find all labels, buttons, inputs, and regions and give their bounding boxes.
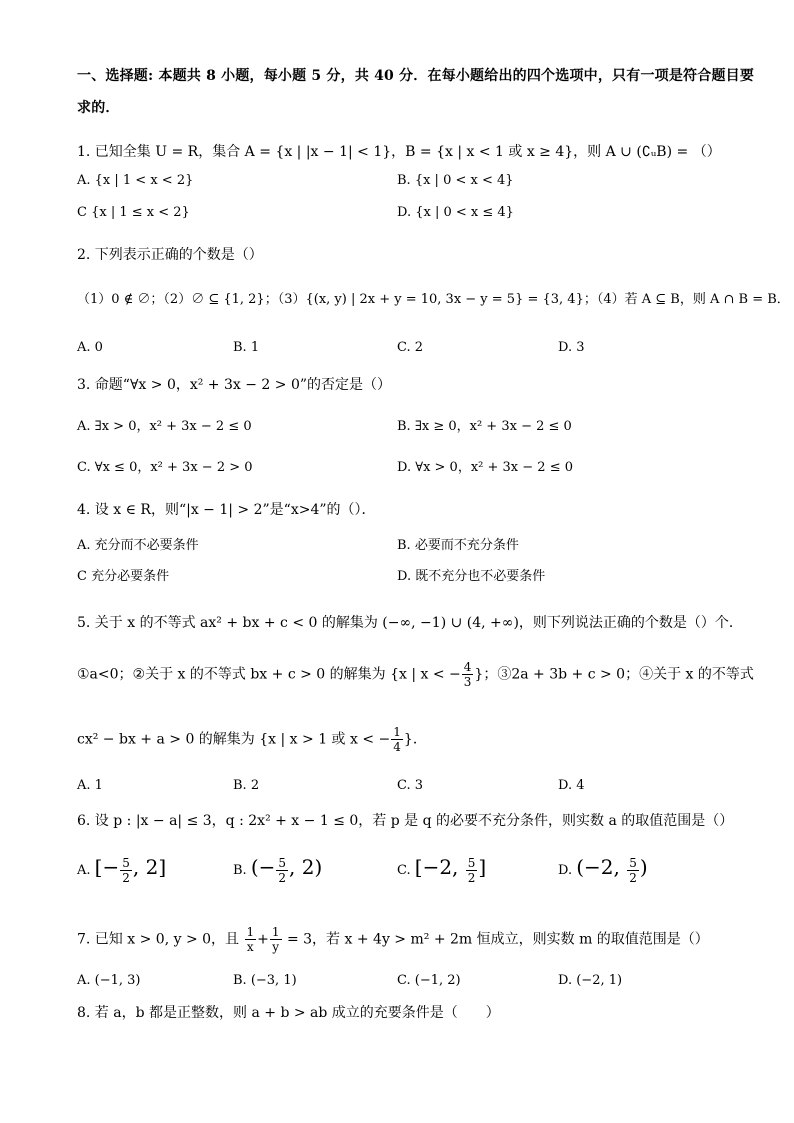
question-1-option-b: B. {x | 0 < x < 4} <box>397 173 514 188</box>
question-6-option-c <box>397 856 486 885</box>
question-5-line1-part-a: ①a<0；②关于 x 的不等式 bx + c > 0 的解集为 {x | x < − <box>77 666 461 683</box>
fraction-four-thirds <box>462 660 474 689</box>
interval-open: [−2, <box>414 855 465 879</box>
fraction-numerator: 5 <box>122 856 130 870</box>
question-4-stem: 4. 设 x ∈ R，则“|x − 1| > 2”是“x>4”的（）． <box>77 502 376 518</box>
fraction-five-halves <box>120 856 132 885</box>
fraction-denominator: 4 <box>393 740 401 754</box>
question-5-option-b: B. 2 <box>233 778 260 793</box>
question-5-line2-part-b: }． <box>403 731 427 748</box>
option-label: C. <box>397 863 411 878</box>
fraction-one-quarter <box>391 725 403 754</box>
fraction-denominator: 2 <box>629 871 637 885</box>
fraction-numerator: 1 <box>246 925 255 939</box>
interval-close: ) <box>639 855 648 879</box>
question-7-option-d: D. (−2, 1) <box>558 973 623 988</box>
fraction-numerator: 5 <box>467 856 476 870</box>
interval-close: , 2) <box>289 855 323 879</box>
question-5-statements-line2 <box>77 725 427 754</box>
question-7-option-c: C. (−1, 2) <box>397 973 461 988</box>
question-1-option-a: A. {x | 1 < x < 2} <box>77 173 194 188</box>
interval-open: (− <box>250 855 276 879</box>
question-3-option-b: B. ∃x ≥ 0，x² + 3x − 2 ≤ 0 <box>397 419 572 434</box>
question-8-stem: 8. 若 a，b 都是正整数，则 a + b > ab 成立的充要条件是（ ） <box>77 1005 500 1021</box>
option-label: A. <box>77 863 91 878</box>
fraction-numerator: 5 <box>629 856 637 870</box>
fraction-one-over-x <box>245 925 257 954</box>
question-4-option-d: D. 既不充分也不必要条件 <box>397 569 546 584</box>
plus-sign: + <box>257 931 269 948</box>
fraction-one-over-y <box>270 925 282 954</box>
interval-open: [− <box>94 855 120 879</box>
question-2-stem: 2. 下列表示正确的个数是（） <box>77 247 263 263</box>
fraction-denominator: 3 <box>463 675 472 689</box>
fraction-denominator: x <box>246 940 254 954</box>
question-7-option-a: A. (−1, 3) <box>77 973 141 988</box>
question-2-option-c: C. 2 <box>397 340 424 355</box>
question-5-option-d: D. 4 <box>558 778 585 793</box>
section-header-line2: 求的． <box>77 100 120 116</box>
question-7-stem <box>77 925 709 954</box>
question-5-stem: 5. 关于 x 的不等式 ax² + bx + c < 0 的解集为 (−∞, −1) ∪ (4, +∞)，则下列说法正确的个数是（）个． <box>77 615 743 631</box>
fraction-five-halves <box>466 856 478 885</box>
question-3-option-c: C. ∀x ≤ 0，x² + 3x − 2 > 0 <box>77 460 253 475</box>
question-4-option-c: C 充分必要条件 <box>77 569 170 584</box>
option-label: B. <box>233 863 247 878</box>
question-2-option-b: B. 1 <box>233 340 260 355</box>
question-6-option-a <box>77 856 166 885</box>
fraction-numerator: 1 <box>271 925 280 939</box>
section-header-line1: 一、选择题: 本题共 8 小题，每小题 5 分，共 40 分．在每小题给出的四个选项中，只有一项是符合题目要 <box>77 68 755 84</box>
question-2-option-d: D. 3 <box>558 340 585 355</box>
fraction-numerator: 5 <box>278 856 287 870</box>
question-7-stem-part-b: = 3，若 x + 4y > m² + 2m 恒成立，则实数 m 的取值范围是（） <box>286 931 709 948</box>
option-label: D. <box>558 863 573 878</box>
question-3-option-d: D. ∀x > 0，x² + 3x − 2 ≤ 0 <box>397 460 573 475</box>
question-1-stem: 1. 已知全集 U = R，集合 A = {x | |x − 1| < 1}，B = {x | x < 1 或 x ≥ 4}，则 A ∪ (∁ᵤB) = （） <box>77 144 721 160</box>
fraction-numerator: 4 <box>463 660 472 674</box>
fraction-denominator: y <box>272 940 280 954</box>
question-5-option-a: A. 1 <box>77 778 103 793</box>
interval-close: , 2] <box>132 855 167 879</box>
fraction-denominator: 2 <box>122 871 130 885</box>
question-2-option-a: A. 0 <box>77 340 103 355</box>
fraction-denominator: 2 <box>467 871 476 885</box>
fraction-denominator: 2 <box>278 871 287 885</box>
question-3-stem: 3. 命题“∀x > 0，x² + 3x − 2 > 0”的否定是（） <box>77 377 392 393</box>
question-2-statements: （1）0 ∉ ∅；（2）∅ ⊆ {1, 2}；（3）{(x, y) | 2x + y = 10, 3x − y = 5} = {3, 4}；（4）若 A ⊆ B，则 A ∩ B = B． <box>77 292 790 307</box>
interval-open: (−2, <box>576 855 627 879</box>
question-1-option-d: D. {x | 0 < x ≤ 4} <box>397 205 514 220</box>
fraction-numerator: 1 <box>393 725 401 739</box>
question-7-stem-part-a: 7. 已知 x > 0, y > 0，且 <box>77 931 240 948</box>
fraction-five-halves <box>627 856 639 885</box>
question-4-option-b: B. 必要而不充分条件 <box>397 538 519 553</box>
question-5-line1-part-b: }；③2a + 3b + c > 0；④关于 x 的不等式 <box>474 666 754 683</box>
question-7-option-b: B. (−3, 1) <box>233 973 297 988</box>
interval-close: ] <box>478 855 487 879</box>
question-5-option-c: C. 3 <box>397 778 424 793</box>
question-6-option-d <box>558 856 648 885</box>
question-6-option-b <box>233 856 322 885</box>
question-5-line2-part-a: cx² − bx + a > 0 的解集为 {x | x > 1 或 x < − <box>77 731 391 748</box>
question-1-option-c: C {x | 1 ≤ x < 2} <box>77 205 190 220</box>
question-6-stem: 6. 设 p : |x − a| ≤ 3，q : 2x² + x − 1 ≤ 0，若 p 是 q 的必要不充分条件，则实数 a 的取值范围是（） <box>77 813 734 829</box>
fraction-five-halves <box>276 856 288 885</box>
question-3-option-a: A. ∃x > 0，x² + 3x − 2 ≤ 0 <box>77 419 252 434</box>
question-4-option-a: A. 充分而不必要条件 <box>77 538 199 553</box>
question-5-statements-line1 <box>77 660 754 689</box>
